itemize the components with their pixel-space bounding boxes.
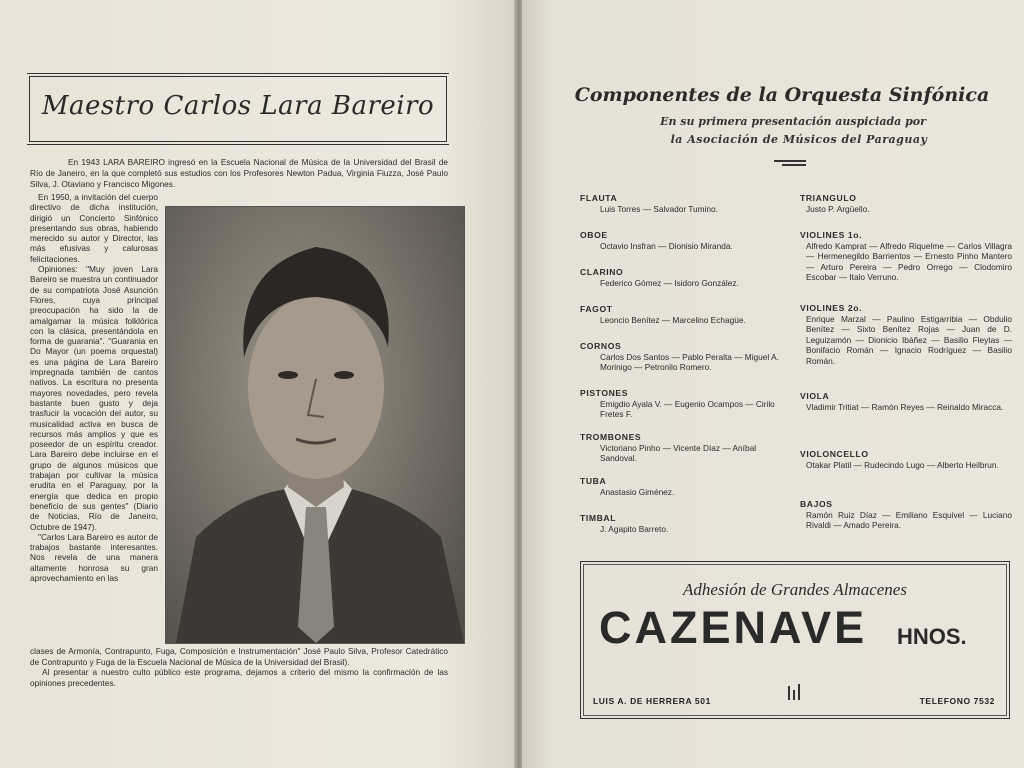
closing-text <box>30 646 448 688</box>
section-block <box>580 475 786 512</box>
section-members: Leoncio Benítez — Marcelino Echagüe. <box>600 315 746 325</box>
section-block <box>580 340 786 387</box>
ad-brand: CAZENAVE <box>599 602 868 653</box>
section-members: Emigdio Ayala V. — Eugenio Ocampos — Cirilo Fretes F. <box>600 399 775 420</box>
section-block <box>580 266 786 303</box>
right-page <box>522 0 1024 768</box>
section-members: Vladimir Tritiat — Ramón Reyes — Reinaldo Miracca. <box>806 402 1004 412</box>
section-block <box>580 387 786 431</box>
biography-paragraph: "Carlos Lara Bareiro es autor de trabajos bastante interesantes. Nos revela de una manera altamente honrosa su gran aprovechamiento en las <box>30 531 158 583</box>
page-title: Maestro Carlos Lara Bareiro <box>41 91 435 121</box>
section-members: Ramón Ruiz Díaz — Emiliano Esquivel — Luciano Rivaldi — Amado Pereira. <box>806 510 1012 531</box>
section-members: Carlos Dos Santos — Pablo Peralta — Miguel A. Morinigo — Petronilo Romero. <box>600 352 779 373</box>
section-members: Federico Gómez — Isidoro González. <box>600 278 739 288</box>
section-members: Justo P. Argüello. <box>806 204 870 214</box>
section-heading: PISTONES <box>580 388 629 398</box>
orchestra-subtitle: la Asociación de Músicos del Paraguay <box>670 133 928 146</box>
section-block <box>800 498 1012 531</box>
section-heading: FLAUTA <box>580 193 618 203</box>
ad-brand-suffix: HNOS. <box>897 624 967 649</box>
section-heading: TRIANGULO <box>800 193 857 203</box>
section-block <box>800 229 1012 302</box>
ad-phone: TELEFONO 7532 <box>919 696 995 706</box>
brand-logo-icon <box>787 682 801 702</box>
section-block <box>580 192 786 229</box>
section-heading: VIOLA <box>800 391 830 401</box>
section-heading: VIOLINES 2o. <box>800 303 863 313</box>
biography-column <box>30 192 158 583</box>
portrait-photo <box>165 206 465 644</box>
section-block <box>800 302 1012 390</box>
section-heading: CLARINO <box>580 267 624 277</box>
ad-tagline: Adhesión de Grandes Almacenes <box>683 580 907 599</box>
section-block <box>580 431 786 475</box>
section-heading: BAJOS <box>800 499 833 509</box>
section-heading: FAGOT <box>580 304 613 314</box>
ornament-divider <box>774 160 806 168</box>
advertisement-box <box>580 561 1010 719</box>
section-members: Anastasio Giménez. <box>600 487 675 497</box>
biography-paragraph: En 1950, a invitación del cuerpo directivo de dicha institución, dirigió un Concierto Sinfónico presentando sus obras, habiendo merecido su autor y Director, las más efusivas y calurosas felicitaciones. <box>30 192 158 264</box>
section-members: Victoriano Pinho — Vicente Díaz — Aníbal Sandoval. <box>600 443 757 464</box>
ad-address: LUIS A. DE HERRERA 501 <box>593 696 711 706</box>
section-members: Octavio Insfran — Dionisio Miranda. <box>600 241 733 251</box>
section-heading: VIOLINES 1o. <box>800 230 863 240</box>
section-heading: VIOLONCELLO <box>800 449 869 459</box>
section-heading: TUBA <box>580 476 607 486</box>
section-block <box>580 229 786 266</box>
title-frame <box>29 76 447 142</box>
section-members: Enrique Marzal — Paulino Estigarribia — Obdulio Benítez — Sixto Benítez Rojas — Juan de D. Leguizamón — Dionicio Ibáñez — Basilio Fleytas — Bonifacio Román — Ignacio Rodríguez — Basilio Román. <box>806 314 1012 366</box>
section-block <box>800 192 1012 229</box>
section-members: Alfredo Kamprat — Alfredo Riquelme — Carlos Villagra — Hermenegildo Barrientos — Ernesto Pinho Mantero — Arturo Pereira — Pedro Orrego — Clodomiro Escobar — Italo Verruno. <box>806 241 1012 283</box>
section-heading: TIMBAL <box>580 513 617 523</box>
section-block <box>800 448 1012 498</box>
section-members: Otakar Platil — Rudecindo Lugo — Alberto Heilbrun. <box>806 460 999 470</box>
biography-paragraph: Opiniones: "Muy joven Lara Bareiro se muestra un continuador de su compatriota José Asunción Flores, cuya principal preocupación ha sido la de amalgamar la música folklórica con la clásica, presentándola en forma de guarania". "Guarania en Do Mayor (un poema orquestal) es una página de Lara Bareiro impregnada también de cantos nativos. La escritura no presenta mayores novedades, pero revela bastante buen gusto y deja trasfucir la vocación del autor, su musicalidad activa en busca de recursos más amplios y que es poseedor de un espíritu creador. Lara Bareiro debe incluirse en el grupo de algunos músicos que trabajan por cultivar la música erudita en el Paraguay, por la energía que dedica en propio beneficio de sus gentes" (Diario de Noticias, Río de Janeiro, Octubre de 1947). <box>30 264 158 532</box>
closing-paragraph: clases de Armonía, Contrapunto, Fuga, Composición e Instrumentación" José Paulo Silva, Profesor Catedrático de Contrapunto y Fuga de la Escuela Nacional de Música de la Universidad del Brasil). <box>30 646 448 667</box>
members-column-1 <box>580 192 786 549</box>
section-heading: TROMBONES <box>580 432 642 442</box>
orchestra-subtitle: En su primera presentación auspiciada por <box>660 115 926 128</box>
section-members: J. Agapito Barreto. <box>600 524 669 534</box>
section-block <box>800 390 1012 448</box>
section-block <box>580 303 786 340</box>
section-heading: OBOE <box>580 230 608 240</box>
section-heading: CORNOS <box>580 341 622 351</box>
section-members: Luis Torres — Salvador Tumino. <box>600 204 718 214</box>
section-block <box>580 512 786 549</box>
intro-paragraph: En 1943 LARA BAREIRO ingresó en la Escuela Nacional de Música de la Universidad del Brasil de Río de Janeiro, en la que completó sus estudios con los Profesores Newton Padua, Virginia Fiuzza, José Paulo Silva, J. Otaviano y Francisco Migones. <box>30 157 448 189</box>
orchestra-title: Componentes de la Orquesta Sinfónica <box>574 84 990 106</box>
members-column-2 <box>800 192 1012 531</box>
closing-paragraph: Al presentar a nuestro culto público este programa, dejamos a criterio del mismo la confirmación de las opiniones precedentes. <box>30 667 448 688</box>
